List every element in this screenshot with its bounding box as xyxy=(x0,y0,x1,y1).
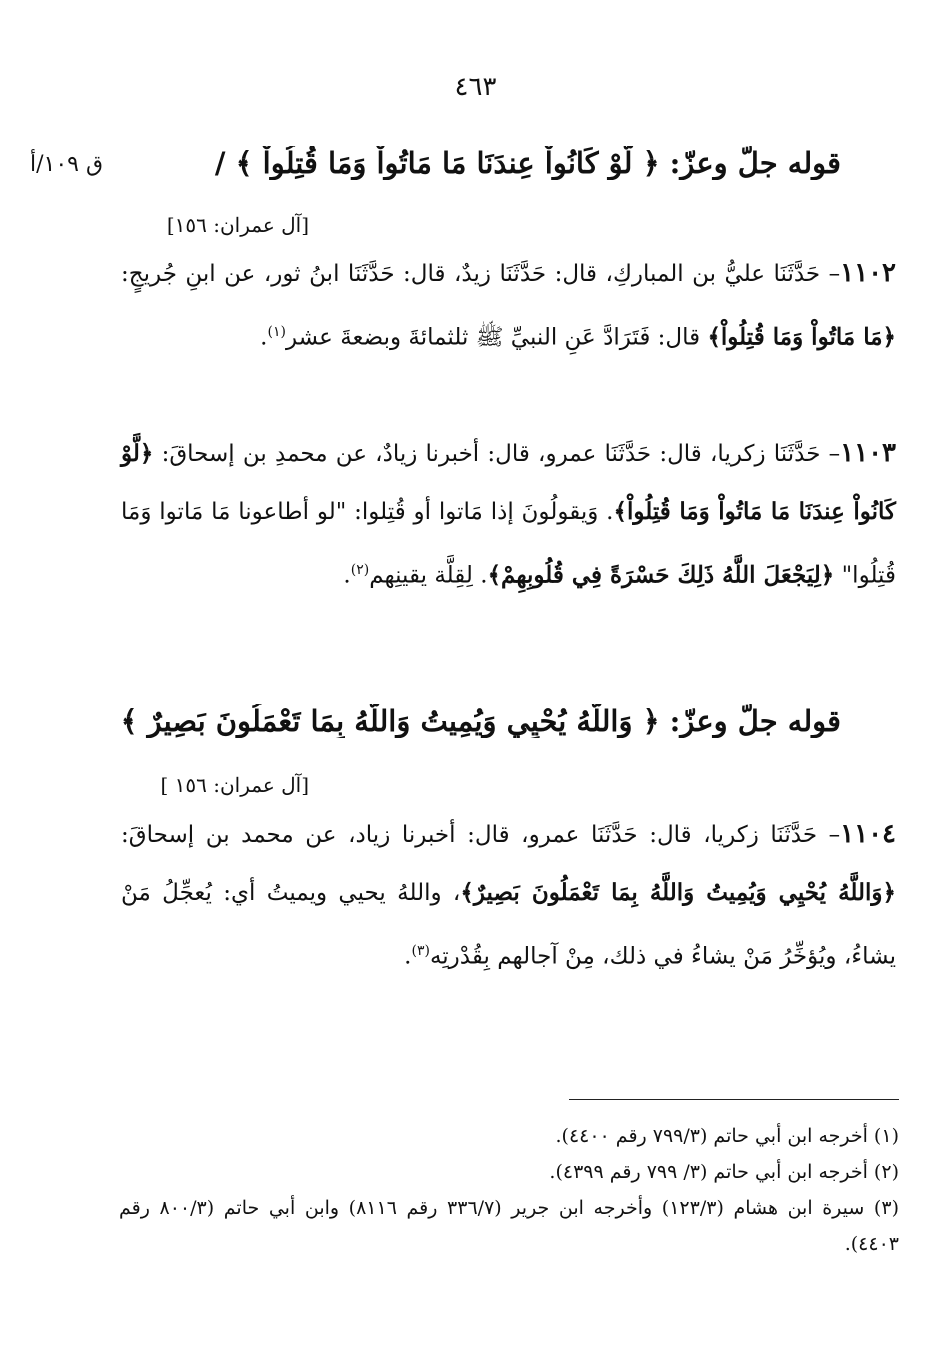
sentence-end: . xyxy=(343,562,351,589)
footnote-1: (١) أخرجه ابن أبي حاتم (٧٩٩/٣ رقم ٤٤٠٠). xyxy=(555,1125,899,1147)
sentence-end: . xyxy=(260,324,268,351)
footnotes xyxy=(119,1118,899,1262)
section-heading-2 xyxy=(121,704,841,738)
hadith-paragraph-1102 xyxy=(121,244,896,367)
footnote-mark: (٢) xyxy=(350,562,370,578)
heading-verse: ﴿ وَاللَّهُ يُحْيِي وَيُمِيتُ وَاللَّهُ بِمَا تَعْمَلُونَ بَصِيرٌ ﴾ xyxy=(121,704,660,738)
footnote-mark: (١) xyxy=(267,324,286,340)
margin-note: ق ١٠٩/أ xyxy=(30,152,104,177)
quran-quote: ﴿مَا مَاتُواْ وَمَا قُتِلُواْ﴾ xyxy=(707,323,896,351)
footnote-3: (٣) سيرة ابن هشام (١٢٣/٣) وأخرجه ابن جرير (٣٣٦/٧ رقم ٨١١٦) وابن أبي حاتم (٨٠٠/٣ رقم ٤٤٠٣). xyxy=(119,1197,899,1255)
page-number: ٤٦٣ xyxy=(454,72,497,102)
footnote-mark: (٣) xyxy=(411,943,430,959)
hadith-text: – حَدَّثَنَا زكريا، قال: حَدَّثَنَا عمرو، قال: أخبرنا زيادٌ، عن محمدِ بن إسحاقَ: xyxy=(161,441,841,467)
hadith-text: ، واللهُ يحيي ويميتُ أي: يُعجِّلُ مَنْ يشاءُ، ويُؤخِّرُ مَنْ يشاءُ في ذلك، مِنْ آجالهم بِقُدْرتِه xyxy=(121,880,896,970)
hadith-text: – حَدَّثَنَا عليُّ بن المباركِ، قال: حَدَّثَنَا زيدٌ، قال: حَدَّثَنَا ابنُ ثور، عن ابنِ جُريجٍ: xyxy=(121,261,841,287)
heading-prefix: قوله جلّ وعزّ: xyxy=(669,146,841,180)
verse-reference-2: [آل عمران: ١٥٦ ] xyxy=(160,773,309,797)
hadith-paragraph-1104 xyxy=(121,805,896,986)
hadith-paragraph-1103 xyxy=(121,424,896,605)
hadith-number: ١١٠٣ xyxy=(840,438,896,468)
hadith-number: ١١٠٤ xyxy=(840,819,896,849)
hadith-text: قال: فَتَرَادَّ عَنِ النبيِّ ﷺ ثلثمائةَ وبضعةَ عشر xyxy=(285,324,701,351)
heading-prefix: قوله جلّ وعزّ: xyxy=(669,704,841,738)
footnote-2: (٢) أخرجه ابن أبي حاتم (٣/ ٧٩٩ رقم ٤٣٩٩). xyxy=(549,1161,899,1183)
hadith-number: ١١٠٢ xyxy=(840,258,896,288)
verse-reference-1: [آل عمران: ١٥٦] xyxy=(166,213,309,237)
hadith-text: . لِقِلَّة يقينِهم xyxy=(369,562,488,589)
quran-quote: ﴿لَّوْ كَانُواْ عِندَنَا مَا مَاتُواْ وَمَا قُتِلُواْ﴾ xyxy=(121,440,896,525)
heading-verse: ﴿ لَّوْ كَانُواْ عِندَنَا مَا مَاتُواْ وَمَا قُتِلُواْ ﴾ / xyxy=(214,146,660,180)
hadith-text: . وَيقولُونَ إذا مَاتوا أو قُتِلوا: "لو أطاعونا مَا مَاتوا وَمَا قُتِلُوا" xyxy=(121,499,896,589)
quran-quote: ﴿لِيَجْعَلَ اللَّهُ ذَلِكَ حَسْرَةً فِي قُلُوبِهِمْ﴾ xyxy=(487,561,835,589)
quran-quote: ﴿وَاللَّهُ يُحْيِي وَيُمِيتُ وَاللَّهُ بِمَا تَعْمَلُونَ بَصِيرٌ﴾ xyxy=(460,879,896,906)
footnote-divider xyxy=(569,1099,899,1100)
sentence-end: . xyxy=(404,943,412,970)
section-heading-1 xyxy=(121,146,841,180)
hadith-text: – حَدَّثَنَا زكريا، قال: حَدَّثَنَا عمرو، قال: أخبرنا زياد، عن محمد بن إسحاقَ: xyxy=(121,822,841,848)
